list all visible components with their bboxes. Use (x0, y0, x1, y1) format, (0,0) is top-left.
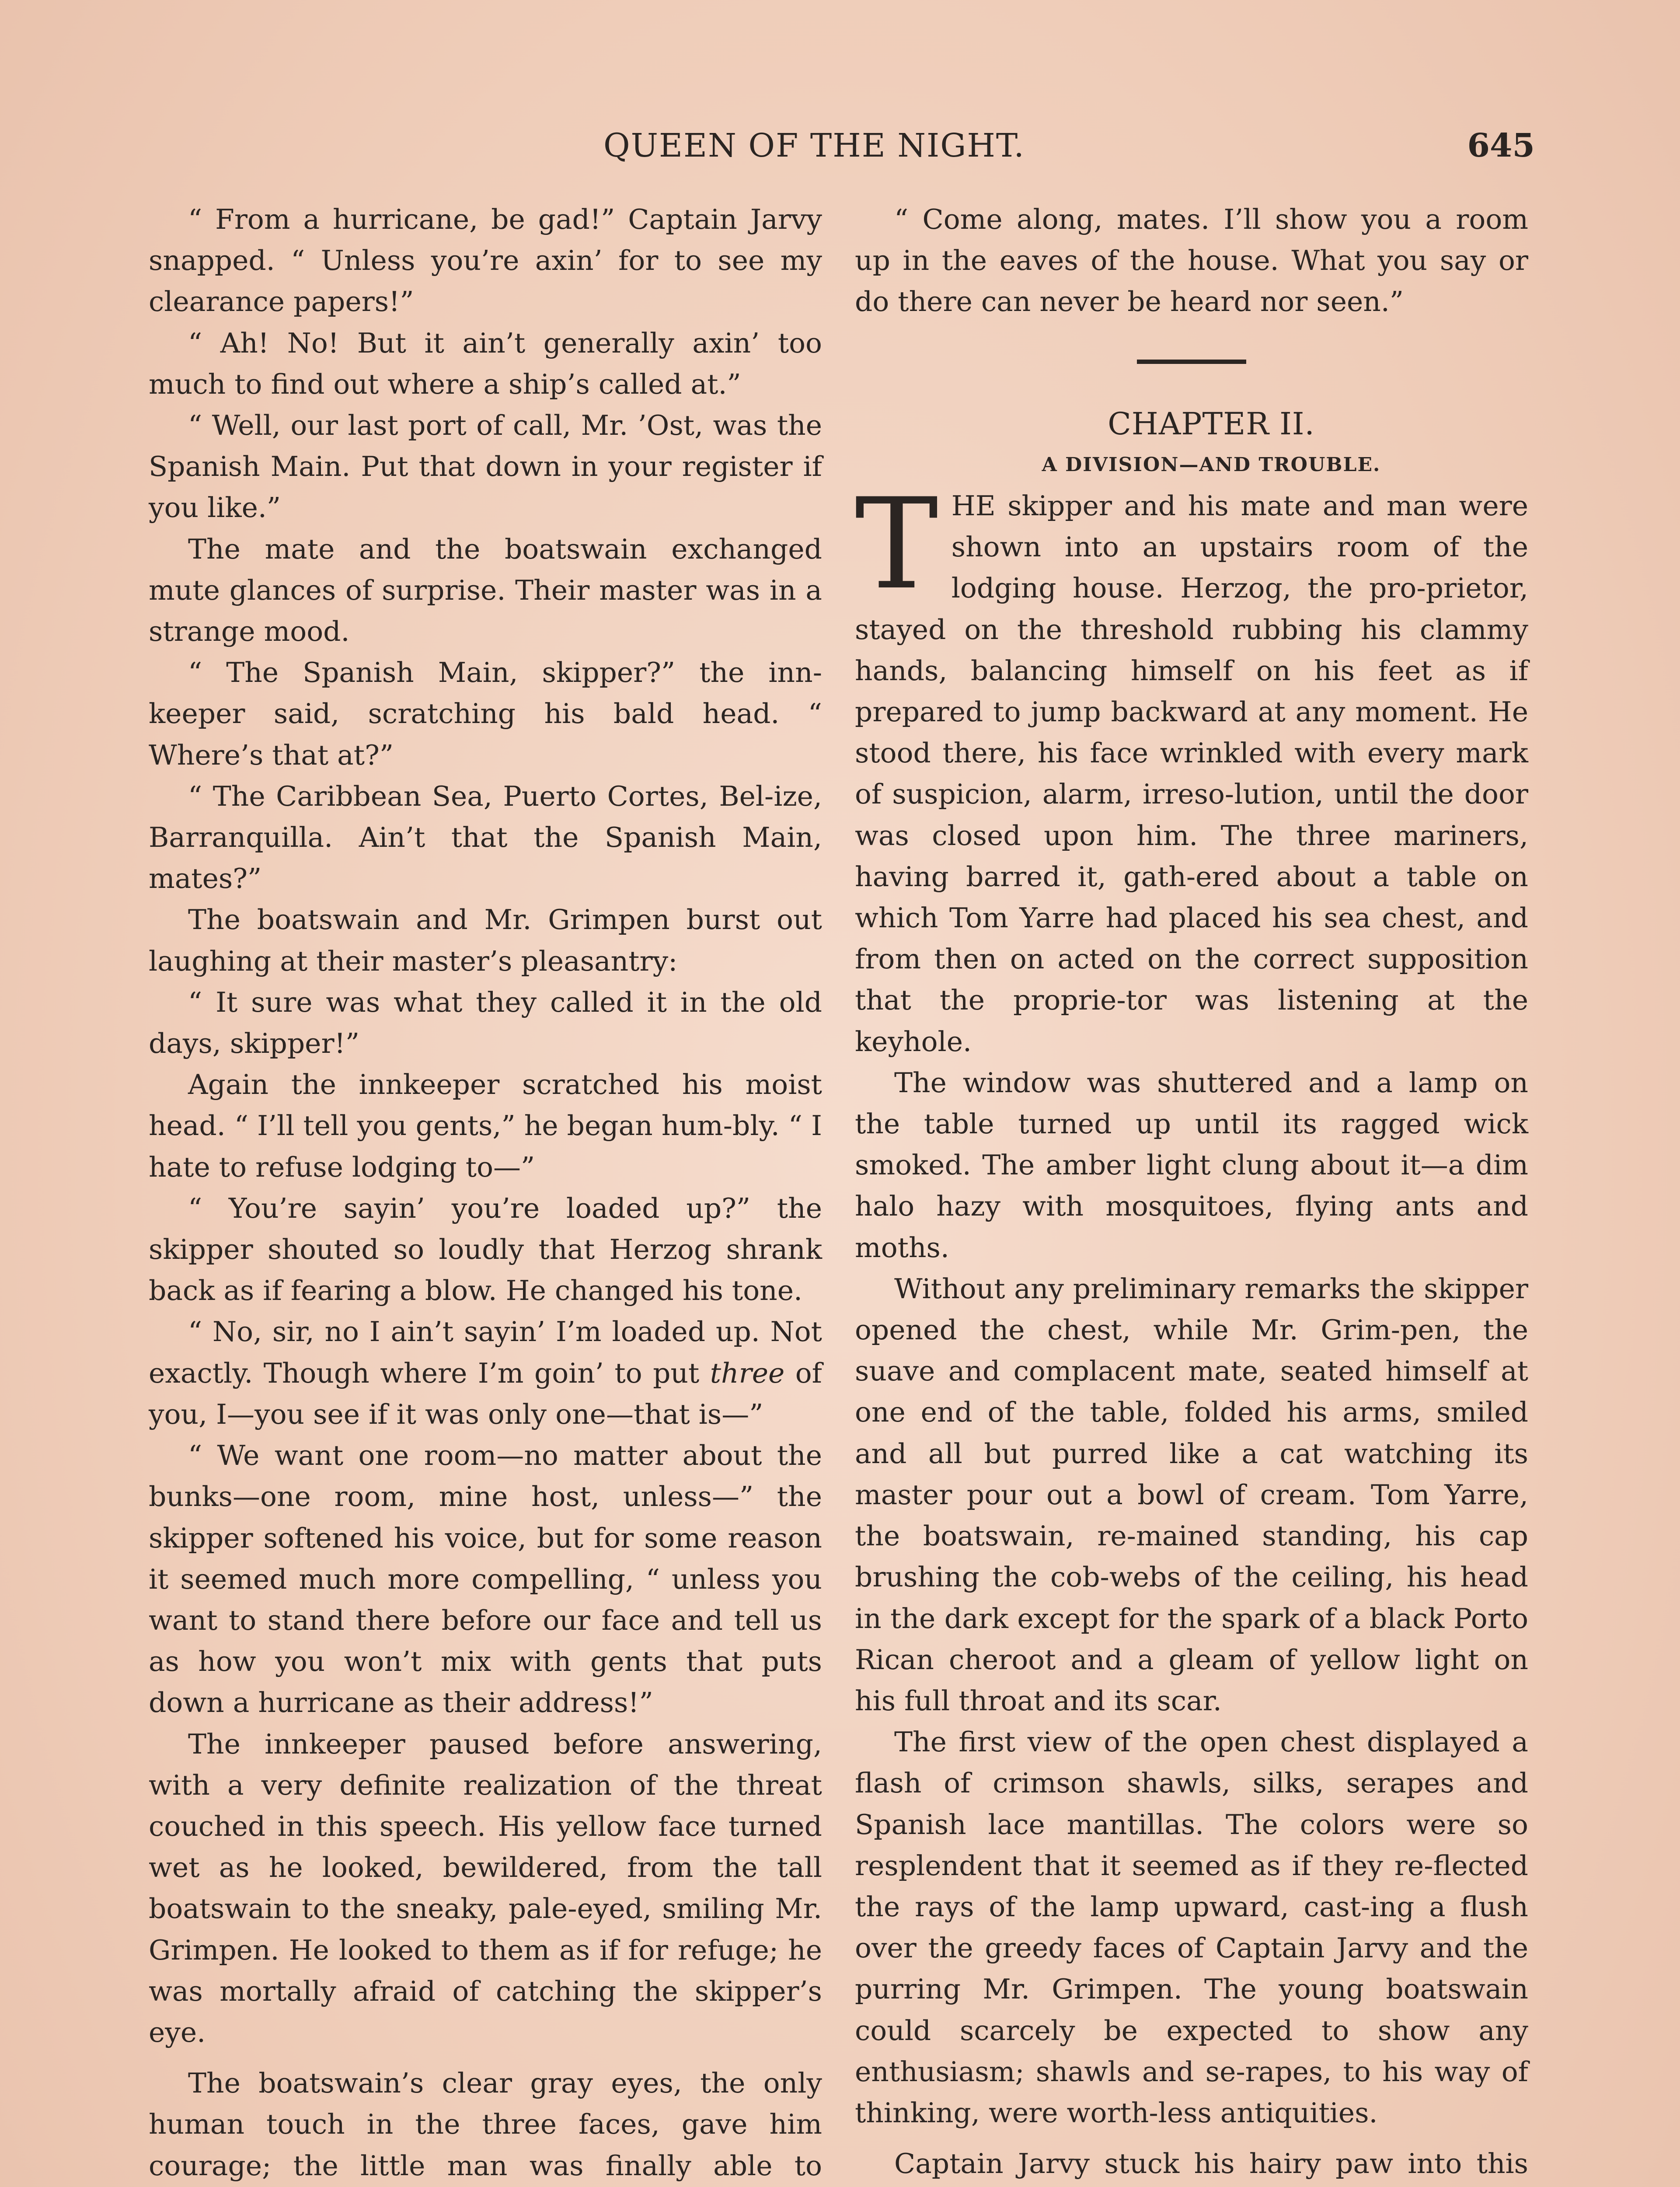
paragraph-text: “ No, sir, no I ain’t sayin’ I’m loaded up. Not exactly. Though where I’m goin’ to put (149, 1316, 822, 1389)
chapter-opening-paragraph (855, 472, 1528, 1062)
paragraph: Captain Jarvy stuck his hairy paw into this (894, 2148, 1528, 2180)
paragraph: “ Ah! No! But it ain’t generally axin’ too much to find out where a ship’s called at.” (149, 327, 822, 400)
paragraph: Again the innkeeper scratched his moist head. “ I’ll tell you gents,” he began hum-bly. “ I hate to refuse lodging to—” (149, 1069, 822, 1183)
paragraph: The boatswain’s clear gray eyes, the only human touch in the three faces, gave him courage; the little man was finally able to (149, 2067, 822, 2182)
running-header (603, 127, 1535, 188)
right-column (855, 199, 1528, 2187)
chapter-subtitle: A DIVISION—AND TROUBLE. (1042, 453, 1381, 476)
italic-word: three (710, 1357, 785, 1389)
paragraph: “ It sure was what they called it in the old days, skipper!” (149, 986, 822, 1060)
paragraph: “ We want one room—no matter about the bunks—one room, mine host, unless—” the skipper softened his voice, but for some reason it seemed much more compelling, “ unless you want to stand there before our face and tell us as how you won’t mix with gents that puts down a hurricane as their address!” (149, 1439, 822, 1719)
running-title: QUEEN OF THE NIGHT. (603, 127, 1025, 164)
paragraph: The boatswain and Mr. Grimpen burst out laughing at their master’s pleasantry: (149, 904, 822, 977)
paragraph: The mate and the boatswain exchanged mute glances of surprise. Their master was in a strange mood. (149, 533, 822, 648)
paragraph: “ You’re sayin’ you’re loaded up?” the skipper shouted so loudly that Herzog shrank back as if fearing a blow. He changed his tone. (149, 1192, 822, 1307)
paragraph: The window was shuttered and a lamp on the table turned up until its ragged wick smoked. The amber light clung about it—a dim halo hazy with mosquitoes, flying ants and moths. (855, 1066, 1528, 1264)
paragraph: “ The Spanish Main, skipper?” the inn-keeper said, scratching his bald head. “ Where’s that at?” (149, 657, 822, 771)
paragraph: “ Well, our last port of call, Mr. ’Ost, was the Spanish Main. Put that down in your register if you like.” (149, 409, 822, 524)
drop-cap: T (855, 472, 938, 618)
paragraph (149, 1311, 822, 1435)
paragraph: “ The Caribbean Sea, Puerto Cortes, Bel-ize, Barranquilla. Ain’t that the Spanish Main, mates?” (149, 780, 822, 895)
left-column (149, 199, 822, 2187)
paragraph: The first view of the open chest displayed a flash of crimson shawls, silks, serapes and Spanish lace mantillas. The colors were so resplendent that it seemed as if they re-flected the rays of the lamp upward, cast-ing a flush over the greedy faces of Captain Jarvy and the purring Mr. Grimpen. The young boatswain could scarcely be expected to show any enthusiasm; shawls and se-rapes, to his way of thinking, were worth-less antiquities. (855, 1726, 1528, 2129)
section-divider (1137, 360, 1246, 364)
paragraph-text: HE skipper and his mate and man were shown into an upstairs room of the lodging house. Herzog, the pro-prietor, stayed on the threshold rubbing his clammy hands, balancing himself on his feet as if prepared to jump backward at any moment. He stood there, his face wrinkled with every mark of suspicion, alarm, irreso-lution, until the door was closed upon him. The three mariners, having barred it, gath-ered about a table on which Tom Yarre had placed his sea chest, and from then on acted on the correct supposition that the proprie-tor was listening at the keyhole. (855, 490, 1528, 1058)
paragraph: “ From a hurricane, be gad!” Captain Jarvy snapped. “ Unless you’re axin’ for to see my clearance papers!” (149, 203, 822, 318)
paragraph: The innkeeper paused before answering, with a very definite realization of the threat couched in this speech. His yellow face turned wet as he looked, bewildered, from the tall boatswain to the sneaky, pale-eyed, smiling Mr. Grimpen. He looked to them as if for refuge; he was mortally afraid of catching the skipper’s eye. (149, 1728, 822, 2048)
paragraph-text: of you, I—you see if it was only one—that is—” (149, 1357, 822, 1430)
page-number: 645 (1467, 127, 1535, 164)
chapter-title: CHAPTER II. (1108, 405, 1315, 442)
paragraph: “ Come along, mates. I’ll show you a room up in the eaves of the house. What you say or do there can never be heard nor seen.” (855, 203, 1528, 318)
paragraph: Without any preliminary remarks the skipper opened the chest, while Mr. Grim-pen, the suave and complacent mate, seated himself at one end of the table, folded his arms, smiled and all but purred like a cat watching its master pour out a bowl of cream. Tom Yarre, the boatswain, re-mained standing, his cap brushing the cob-webs of the ceiling, his head in the dark except for the spark of a black Porto Rican cheroot and a gleam of yellow light on his full throat and its scar. (855, 1272, 1528, 1717)
